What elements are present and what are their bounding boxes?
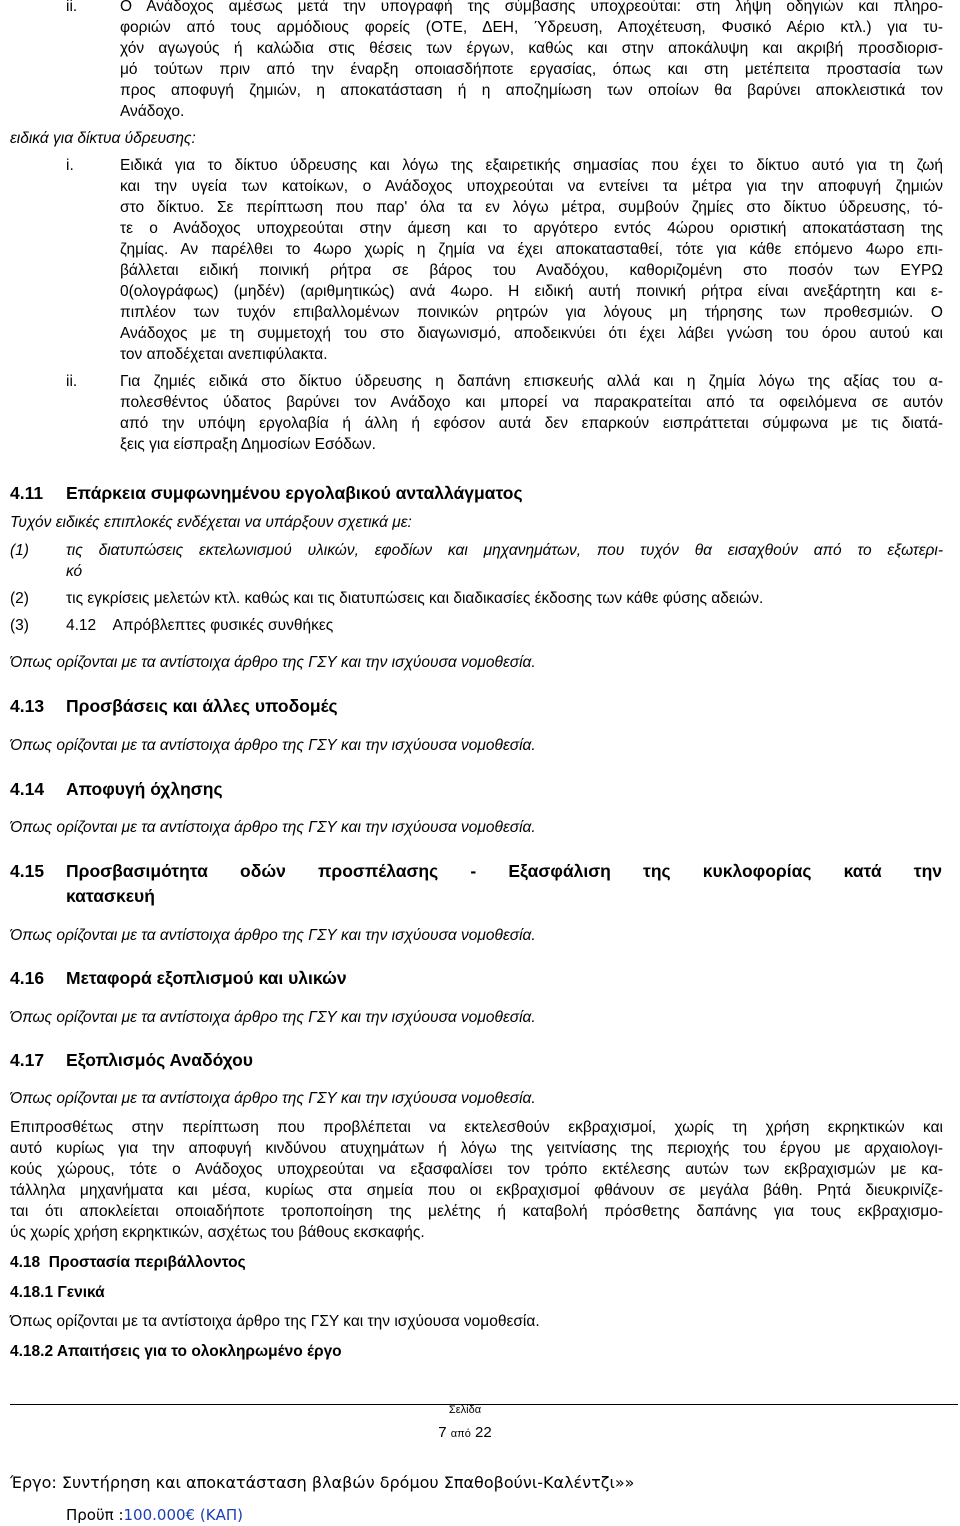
standard-clause: Όπως ορίζονται με τα αντίστοιχα άρθρο της ΓΣΥ και την ισχύουσα νομοθεσία.: [10, 819, 536, 836]
list-item-line: κό: [66, 563, 83, 580]
section-heading-4-18-2: 4.18.2 Απαιτήσεις για το ολοκληρωμένο έργο: [10, 1343, 342, 1360]
section-number: 4.14: [10, 779, 45, 799]
paragraph-line: Ανάδοχο.: [120, 103, 185, 120]
paragraph-line: χόν αγωγούς ή καλώδια στις θέσεις των έργων, καθώς και στην αποκάλυψη και ακριβή προσδιορισ-: [120, 40, 943, 57]
paragraph-line: τε ο Ανάδοχος υποχρεούται στην άμεση και το αργότερο εντός 4ώρου οριστική αποκατάσταση της: [120, 220, 943, 237]
page-number: [0, 1424, 930, 1441]
section-heading-4-16: [10, 968, 347, 988]
paragraph-line: από την υπόψη εργολαβία ή άλλη ή εφόσον αυτά δεν επαρκούν εισπράττεται σύμφωνα με τις διατά-: [120, 415, 943, 432]
section-intro: Τυχόν ειδικές επιπλοκές ενδέχεται να υπάρξουν σχετικά με:: [10, 514, 412, 531]
section-heading-4-18-1: 4.18.1 Γενικά: [10, 1284, 105, 1301]
paragraph-line: και την υγεία των κατοίκων, ο Ανάδοχος υποχρεούται να εντείνει τα μέτρα για την αποφυγή ζημιών: [120, 178, 943, 195]
paragraph-line: τον αποδέχεται ανεπιφύλακτα.: [120, 346, 328, 363]
list-item-line: τις εγκρίσεις μελετών κτλ. καθώς και τις διατυπώσεις και διαδικασίες έκδοσης των κάθε φύσης αδειών.: [66, 590, 764, 607]
paragraph-line: Ανάδοχος με τη συμμετοχή του στο διαγωνισμό, αποδεικνύει ότι έχει λάβει γνώση του όρου αυτού και: [120, 325, 943, 342]
paragraph-line: προς αποφυγή ζημιών, η αποκατάσταση ή η αποζημίωση των οποίων θα βαρύνει αποκλειστικά τον: [120, 82, 943, 99]
paragraph-line: ζημίας. Αν παρέλθει το 4ωρο χωρίς η ζημία να έχει αποκατασταθεί, τότε για κάθε επόμενο 4ωρο επι-: [120, 241, 943, 258]
section-heading-4-17: [10, 1050, 253, 1070]
paragraph-line: Επιπροσθέτως στην περίπτωση που προβλέπεται να εκτελεσθούν εκβραχισμοί, χωρίς τη χρήση εκρηκτικών και: [10, 1119, 943, 1136]
standard-clause: Όπως ορίζονται με τα αντίστοιχα άρθρο της ΓΣΥ και την ισχύουσα νομοθεσία.: [10, 737, 536, 754]
paragraph-line: ται ότι αποκλείεται οποιαδήποτε τροποποίηση της μελέτης ή καταβολή πρόσθετης δαπάνης για τους εκβραχισμο-: [10, 1203, 943, 1220]
section-title: Προσβάσεις και άλλες υποδομές: [66, 696, 338, 716]
paragraph-line: τάλληλα μηχανήματα και μέσα, κυρίως στα σημεία που οι εκβραχισμοί φθάνουν σε μεγάλα βάθη. Ρητά διευκρινίζε-: [10, 1182, 943, 1199]
section-number: 4.17: [10, 1050, 45, 1070]
page-label: Σελίδα: [448, 1404, 482, 1416]
paragraph-line: αυτό κυρίως για την αποφυγή κινδύνου ατυχημάτων ή λόγω της γειτνίασης της περιοχής του έργου με αρχαιολογι-: [10, 1140, 943, 1157]
list-item-line: 4.12 Απρόβλεπτες φυσικές συνθήκες: [66, 617, 334, 634]
section-number: 4.13: [10, 696, 45, 716]
page-total: 22: [475, 1424, 492, 1441]
paragraph-line: στο δίκτυο. Σε περίπτωση που παρ' όλα τα εν λόγω μέτρα, συμβούν ζημίες στο δίκτυο ύδρευσης, τό-: [120, 199, 943, 216]
section-heading-4-11: [10, 483, 523, 503]
standard-clause: Όπως ορίζονται με τα αντίστοιχα άρθρο της ΓΣΥ και την ισχύουσα νομοθεσία.: [10, 1090, 536, 1107]
page-of: από: [450, 1428, 471, 1440]
section-heading-4-15: [10, 861, 942, 881]
paragraph-line: Ο Ανάδοχος αμέσως μετά την υπογραφή της σύμβασης υποχρεούται: στη λήψη οδηγιών και πληρο-: [120, 0, 943, 15]
paragraph-line: μό τούτων πριν από την έναρξη οποιασδήποτε εργασίας, όπως και στη μετέπειτα προστασία των: [120, 61, 943, 78]
section-heading-4-13: [10, 696, 338, 716]
section-title: Εξοπλισμός Αναδόχου: [66, 1050, 253, 1070]
paragraph-line: 0(ολογράφως) (μηδέν) (αριθμητικώς) ανά 4ωρο. Η ειδική αυτή ποινική ρήτρα είναι ανεξάρτητη και ε-: [120, 283, 943, 300]
section-heading-4-18: 4.18 Προστασία περιβάλλοντος: [10, 1254, 246, 1271]
paragraph-line: κούς χώρους, τότε ο Ανάδοχος υποχρεούται να εξασφαλίσει τον τρόπο εκτέλεσης αυτών των εκβραχισμών με κα-: [10, 1161, 943, 1178]
section-number: 4.11: [10, 483, 44, 503]
section-title: Μεταφορά εξοπλισμού και υλικών: [66, 968, 347, 988]
paragraph-line: βάλλεται ειδική ποινική ρήτρα σε βάρος του Αναδόχου, καθοριζομένη στο ποσόν των ΕΥΡΩ: [120, 262, 943, 279]
paragraph-line: πιπλέον των τυχόν επιβαλλομένων ποινικών ρητρών για λόγους μη τήρησης των προθεσμιών. Ο: [120, 304, 943, 321]
section-number: 4.15: [10, 861, 45, 881]
section-title: Αποφυγή όχλησης: [66, 779, 223, 799]
section-title: Επάρκεια συμφωνημένου εργολαβικού ανταλλάγματος: [66, 483, 523, 503]
list-marker: (2): [10, 590, 29, 607]
paragraph-line: ύς χωρίς χρήση εκρηκτικών, ασχέτως του βάθους εκσκαφής.: [10, 1224, 425, 1241]
standard-clause: Όπως ορίζονται με τα αντίστοιχα άρθρο της ΓΣΥ και την ισχύουσα νομοθεσία.: [10, 927, 536, 944]
budget-source: (ΚΑΠ): [199, 1506, 243, 1524]
list-marker: ii.: [66, 0, 78, 15]
paragraph-line: φοριών από τους αρμόδιους φορείς (ΟΤΕ, ΔΕΗ, Ύδρευση, Αποχέτευση, Φυσικό Αέριο κτλ.) για τυ-: [120, 19, 943, 36]
paragraph-line: ξεις για είσπραξη Δημοσίων Εσόδων.: [120, 436, 376, 453]
project-title: Έργο: Συντήρηση και αποκατάσταση βλαβών δρόμου Σπαθοβούνι-Καλέντζι»»: [10, 1473, 635, 1492]
budget-value: 100.000€: [123, 1506, 196, 1524]
page-current: 7: [438, 1424, 447, 1441]
list-item-line: τις διατυπώσεις εκτελωνισμού υλικών, εφοδίων και μηχανημάτων, που τυχόν θα εισαχθούν από το εξωτερι-: [66, 542, 943, 559]
list-marker: ii.: [66, 373, 78, 390]
paragraph-line: πολεσθέντος ύδατος βαρύνει τον Ανάδοχο και μπορεί να παρακρατείται από τα οφειλόμενα σε αυτόν: [120, 394, 943, 411]
standard-clause: Όπως ορίζονται με τα αντίστοιχα άρθρο της ΓΣΥ και την ισχύουσα νομοθεσία.: [10, 654, 536, 671]
standard-clause: Όπως ορίζονται με τα αντίστοιχα άρθρο της ΓΣΥ και την ισχύουσα νομοθεσία.: [10, 1009, 536, 1026]
section-title: Προσβασιμότητα οδών προσπέλασης - Εξασφάλιση της κυκλοφορίας κατά την: [66, 861, 942, 881]
subheading: ειδικά για δίκτυα ύδρευσης:: [10, 130, 196, 147]
section-title-continued: κατασκευή: [66, 886, 155, 906]
list-marker: (3): [10, 617, 29, 634]
list-marker: i.: [66, 157, 74, 174]
project-budget: [66, 1506, 243, 1524]
paragraph-line: Για ζημιές ειδικά στο δίκτυο ύδρευσης η δαπάνη επισκευής αλλά και η ζημία λόγω της αξίας του α-: [120, 373, 943, 390]
paragraph-line: Ειδικά για το δίκτυο ύδρευσης και λόγω της εξαιρετικής σημασίας που έχει το δίκτυο αυτό για τη ζωή: [120, 157, 943, 174]
budget-label: Προϋπ :: [66, 1506, 124, 1524]
section-number: 4.16: [10, 968, 45, 988]
section-heading-4-14: [10, 779, 223, 799]
standard-clause: Όπως ορίζονται με τα αντίστοιχα άρθρο της ΓΣΥ και την ισχύουσα νομοθεσία.: [10, 1313, 540, 1330]
list-marker: (1): [10, 542, 29, 559]
